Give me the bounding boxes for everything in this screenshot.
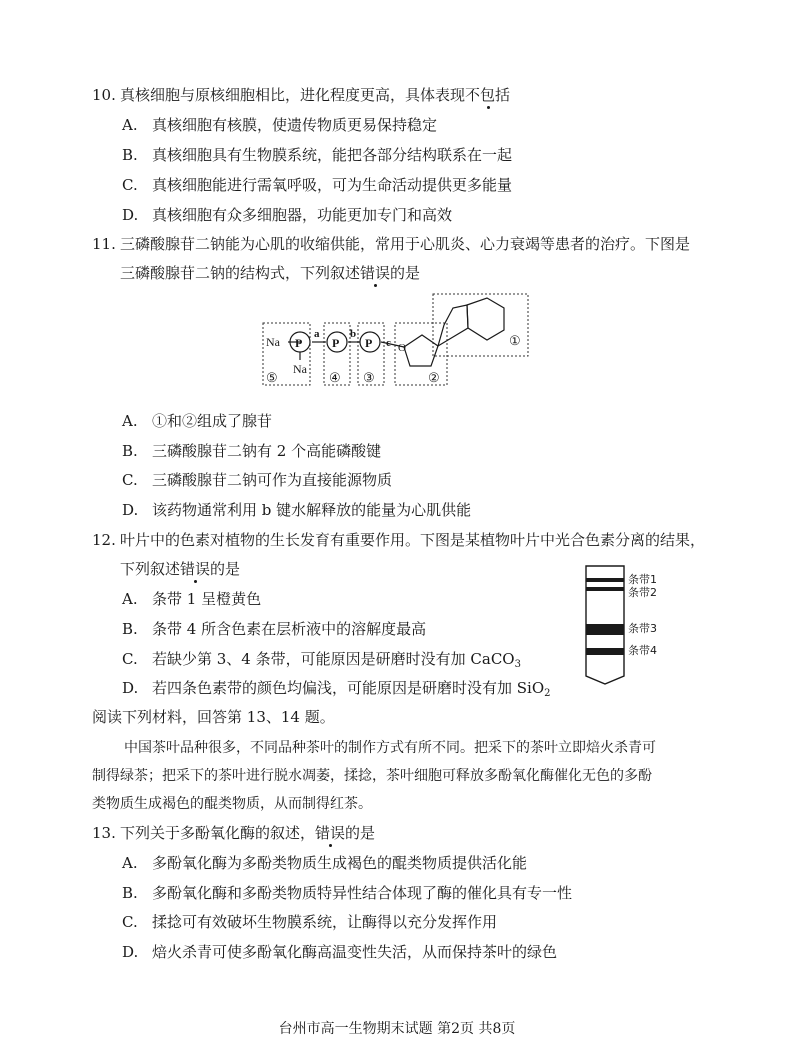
q12-option-a[interactable]: A. 条带 1 呈橙黄色 <box>122 590 262 608</box>
q11-number: 11. <box>92 235 116 253</box>
band-2-label: 条带2 <box>628 586 657 599</box>
q13-option-a[interactable]: A. 多酚氧化酶为多酚类物质生成褐色的醌类物质提供活化能 <box>122 854 528 872</box>
phosphate-p-5: P <box>295 336 303 350</box>
label-2: ② <box>428 370 440 385</box>
q12-emphasis: 错误 <box>180 560 211 578</box>
label-3: ③ <box>363 370 375 385</box>
phosphate-p-3: P <box>365 336 373 350</box>
na-label-bottom: Na <box>293 362 307 376</box>
q12-option-c[interactable]: C. 若缺少第 3、4 条带，可能原因是研磨时没有加 CaCO$_3$ <box>122 650 521 670</box>
q12-option-d[interactable]: D. 若四条色素带的颜色均偏浅，可能原因是研磨时没有加 SiO$_2$ <box>122 679 551 699</box>
passage-line-3: 类物质生成褐色的醌类物质，从而制得红茶。 <box>92 796 372 812</box>
q11-option-a[interactable]: A. ①和②组成了腺苷 <box>122 412 273 430</box>
q10-option-a[interactable]: A. 真核细胞有核膜，使遗传物质更易保持稳定 <box>122 116 438 134</box>
band-3-label: 条带3 <box>628 622 657 635</box>
bond-b-label: b <box>350 328 357 340</box>
label-1: ① <box>509 333 521 348</box>
q12-number: 12. <box>92 531 116 549</box>
passage-line-2: 制得绿茶；把采下的茶叶进行脱水凋萎，揉捻，茶叶细胞可释放多酚氧化酶催化无色的多酚 <box>92 768 652 784</box>
band-4 <box>586 648 624 655</box>
adenine-six-ring <box>467 298 504 340</box>
q11-stem-line2: 三磷酸腺苷二钠的结构式，下列叙述错误的是 <box>120 264 421 282</box>
q10-stem: 10. 真核细胞与原核细胞相比，进化程度更高，具体表现不包括 <box>92 86 511 104</box>
q11-option-b[interactable]: B. 三磷酸腺苷二钠有 2 个高能磷酸键 <box>122 442 382 460</box>
q13-option-d[interactable]: D. 焙火杀青可使多酚氧化酶高温变性失活，从而保持茶叶的绿色 <box>122 943 558 961</box>
adenine-five-ring <box>438 305 468 346</box>
bond-a-label: a <box>314 328 320 340</box>
chromatography-strip-svg <box>578 564 698 686</box>
na-label-top: Na <box>266 335 280 349</box>
band-4-label: 条带4 <box>628 644 657 657</box>
band-1 <box>586 578 624 582</box>
q12-option-b[interactable]: B. 条带 4 所含色素在层析液中的溶解度最高 <box>122 620 427 638</box>
label-5: ⑤ <box>266 370 278 385</box>
q13-option-b[interactable]: B. 多酚氧化酶和多酚类物质特异性结合体现了酶的催化具有专一性 <box>122 884 573 902</box>
q10-option-d[interactable]: D. 真核细胞有众多细胞器，功能更加专门和高效 <box>122 206 453 224</box>
chromatography-strip-diagram <box>578 564 698 690</box>
q13-emphasis: 错误 <box>315 824 346 842</box>
label-4: ④ <box>329 370 341 385</box>
q12-stem-line1: 12. 叶片中的色素对植物的生长发育有重要作用。下图是某植物叶片中光合色素分离的结果， <box>92 531 706 549</box>
q10-number: 10. <box>92 86 116 104</box>
bond-c-label: c <box>386 337 391 349</box>
q10-option-c[interactable]: C. 真核细胞能进行需氧呼吸，可为生命活动提供更多能量 <box>122 176 513 194</box>
atp-structure-diagram <box>258 290 538 390</box>
q13-stem: 13. 下列关于多酚氧化酶的叙述，错误的是 <box>92 824 376 842</box>
phosphate-p-4: P <box>332 336 340 350</box>
q11-option-d[interactable]: D. 该药物通常利用 b 键水解释放的能量为心肌供能 <box>122 501 472 519</box>
ring-oxygen-label: O <box>398 342 406 354</box>
band-3 <box>586 624 624 635</box>
band-2 <box>586 587 624 591</box>
q12-stem-line2: 下列叙述错误的是 <box>120 560 241 578</box>
q10-option-b[interactable]: B. 真核细胞具有生物膜系统，能把各部分结构联系在一起 <box>122 146 513 164</box>
q11-emphasis: 错误 <box>360 264 391 282</box>
q11-stem-line1: 11. 三磷酸腺苷二钠能为心肌的收缩供能，常用于心肌炎、心力衰竭等患者的治疗。下图是 <box>92 235 691 253</box>
band-1-label: 条带1 <box>628 573 657 586</box>
q13-option-c[interactable]: C. 揉捻可有效破坏生物膜系统，让酶得以充分发挥作用 <box>122 913 498 931</box>
atp-structure-svg <box>258 290 538 390</box>
q13-number: 13. <box>92 824 116 842</box>
q11-option-c[interactable]: C. 三磷酸腺苷二钠可作为直接能源物质 <box>122 471 393 489</box>
page-footer: 台州市高一生物期末试题 第2页 共8页 <box>278 1021 516 1037</box>
q10-emphasis: 不包括 <box>465 86 511 104</box>
passage-line-1: 中国茶叶品种很多，不同品种茶叶的制作方式有所不同。把采下的茶叶立即焙火杀青可 <box>124 740 656 756</box>
reading-intro: 阅读下列材料，回答第 13、14 题。 <box>92 708 335 726</box>
